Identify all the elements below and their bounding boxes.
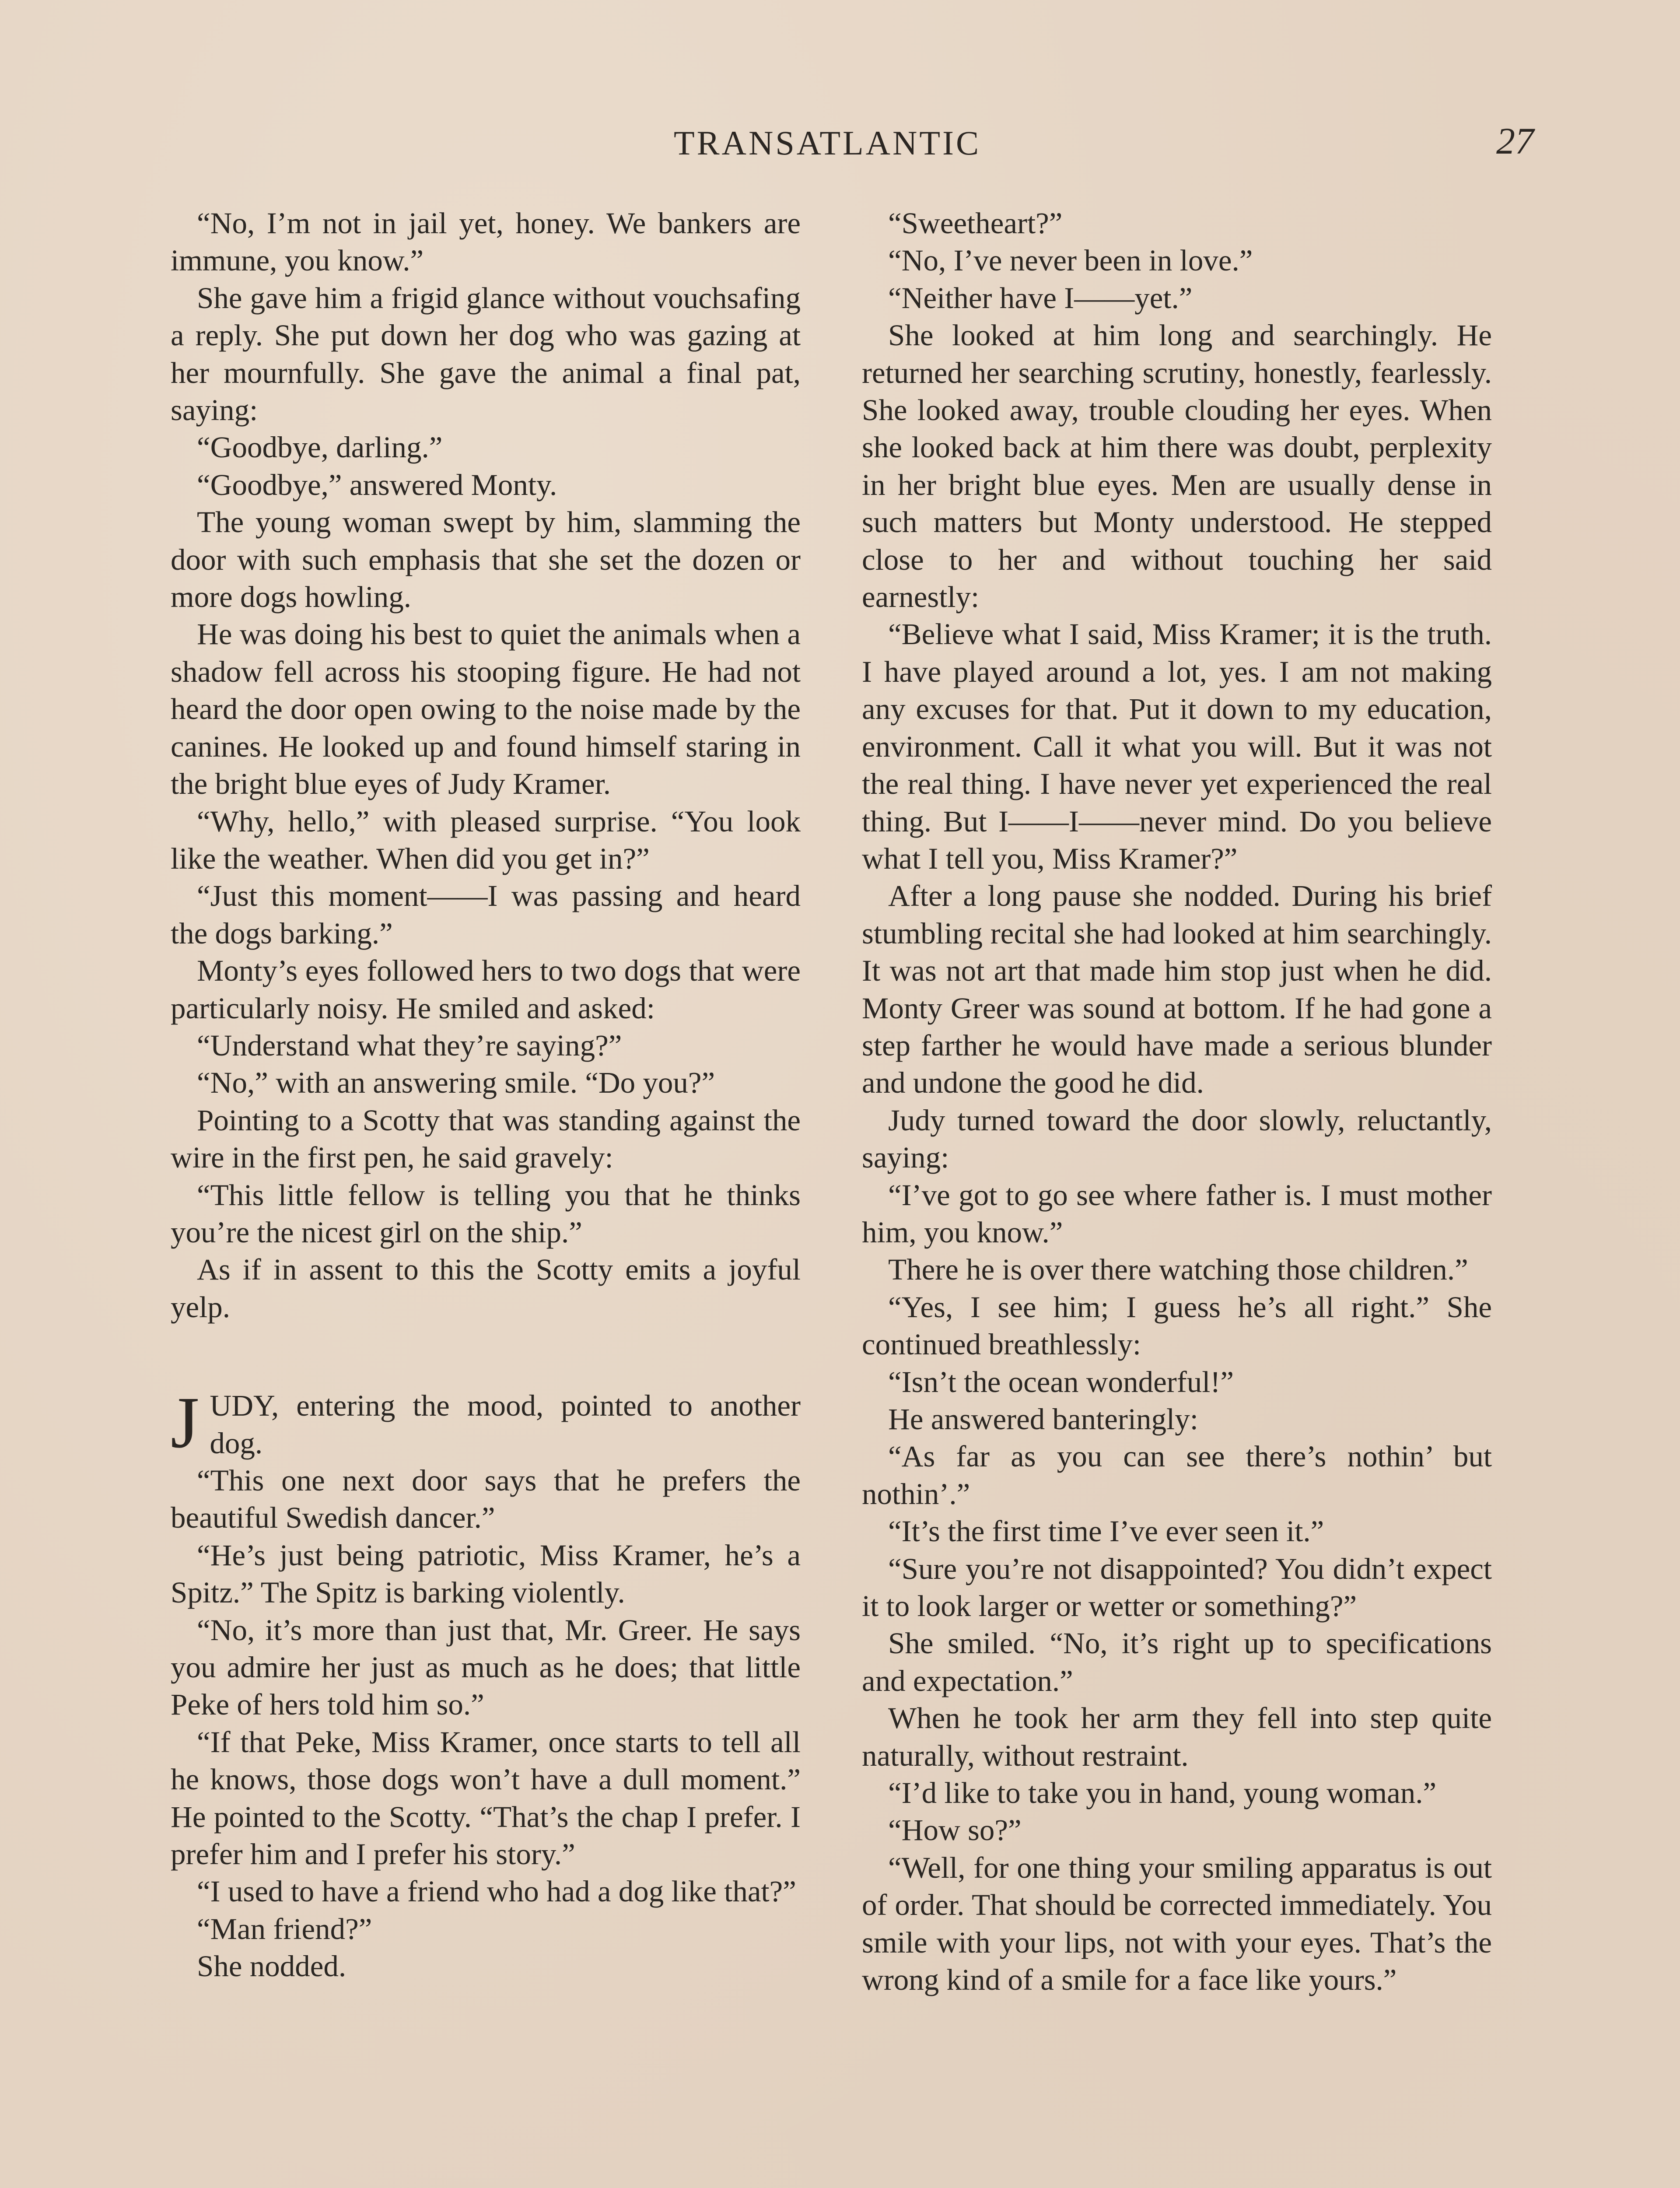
- paragraph: She looked at him long and searchingly. He returned her searching scrutiny, honestly, fearlessly. She looked away, trouble clouding her eyes. When she looked back at him there was doubt, perplexity in her bright blue eyes. Men are usually dense in such matters but Monty understood. He stepped close to her and without touching her said earnestly:: [862, 319, 1492, 614]
- paragraph: “This one next door says that he prefers the beautiful Swedish dancer.”: [171, 1464, 801, 1535]
- paragraph: Pointing to a Scotty that was standing against the wire in the first pen, he said gravely:: [171, 1103, 801, 1175]
- paragraph: The young woman swept by him, slamming the door with such emphasis that she set the dozen or more dogs howling.: [171, 505, 801, 614]
- page-number: 27: [1496, 120, 1534, 162]
- paragraph: When he took her arm they fell into step quite naturally, without restraint.: [862, 1701, 1492, 1772]
- paragraph: “Man friend?”: [197, 1912, 372, 1946]
- paragraph: “Goodbye,” answered Monty.: [197, 468, 557, 501]
- paragraph: “As far as you can see there’s nothin’ but nothin’.”: [862, 1440, 1492, 1511]
- paragraph: “Yes, I see him; I guess he’s all right.” She continued breathlessly:: [862, 1290, 1492, 1361]
- paragraph: “Why, hello,” with pleased surprise. “You look like the weather. When did you get in?”: [171, 804, 801, 875]
- paragraph: She smiled. “No, it’s right up to specifications and expectation.”: [862, 1627, 1492, 1697]
- paragraph: “Isn’t the ocean wonderful!”: [888, 1365, 1234, 1399]
- paragraph: “No, I’ve never been in love.”: [888, 244, 1253, 277]
- paragraph: “Believe what I said, Miss Kramer; it is the truth. I have played around a lot, yes. I am not making any excuses for that. Put it down to my education, environment. Call it what you will. But it was not the real thing. I have never yet experienced the real thing. But I——I——never mind. Do you believe what I tell you, Miss Kramer?”: [862, 617, 1492, 875]
- paragraph: She nodded.: [197, 1950, 346, 1983]
- paragraph: She gave him a frigid glance without vouchsafing a reply. She put down her dog who was gazing at her mournfully. She gave the animal a final pat, saying:: [171, 281, 801, 427]
- paragraph: He answered banteringly:: [888, 1403, 1198, 1436]
- paragraph: “I’d like to take you in hand, young woman.”: [888, 1776, 1437, 1810]
- paragraph: “I’ve got to go see where father is. I must mother him, you know.”: [862, 1178, 1492, 1249]
- paragraph: “How so?”: [888, 1813, 1022, 1847]
- paragraph: As if in assent to this the Scotty emits a joyful yelp.: [171, 1253, 801, 1324]
- section-opening-paragraph: [171, 1382, 801, 1464]
- drop-cap-paragraph-text: UDY, entering the mood, pointed to another dog.: [210, 1389, 801, 1460]
- paragraph: “Just this moment——I was passing and heard the dogs barking.”: [171, 879, 801, 950]
- running-head: [0, 115, 1680, 167]
- paragraph: “No, it’s more than just that, Mr. Greer. He says you admire her just as much as he does; that little Peke of hers told him so.”: [171, 1613, 801, 1722]
- paragraph: “No,” with an answering smile. “Do you?”: [197, 1066, 715, 1100]
- section-break: [171, 1326, 801, 1387]
- right-column: [862, 205, 1492, 1999]
- left-column: [171, 205, 801, 1985]
- paragraph: There he is over there watching those children.”: [888, 1253, 1468, 1287]
- paragraph: Judy turned toward the door slowly, reluctantly, saying:: [862, 1103, 1492, 1175]
- paragraph: He was doing his best to quiet the animals when a shadow fell across his stooping figure. He had not heard the door open owing to the noise made by the canines. He looked up and found himself staring in the bright blue eyes of Judy Kramer.: [171, 617, 801, 801]
- paragraph: “It’s the first time I’ve ever seen it.”: [888, 1515, 1324, 1548]
- paragraph: “Goodbye, darling.”: [197, 431, 443, 464]
- paragraph: After a long pause she nodded. During his brief stumbling recital she had looked at him searchingly. It was not art that made him stop just when he did. Monty Greer was sound at bottom. If he had gone a step farther he would have made a serious blunder and undone the good he did.: [862, 879, 1492, 1100]
- paragraph: “Understand what they’re saying?”: [197, 1028, 622, 1062]
- running-title: TRANSATLANTIC: [674, 124, 981, 162]
- drop-cap: J: [171, 1382, 200, 1464]
- paragraph: “Sure you’re not disappointed? You didn’t expect it to look larger or wetter or something?”: [862, 1552, 1492, 1623]
- paragraph: “Well, for one thing your smiling apparatus is out of order. That should be corrected immediately. You smile with your lips, not with your eyes. That’s the wrong kind of a smile for a face like yours.”: [862, 1851, 1492, 1997]
- paragraph: “No, I’m not in jail yet, honey. We bankers are immune, you know.”: [171, 207, 801, 277]
- paragraph: “Neither have I——yet.”: [888, 281, 1193, 315]
- paragraph: “If that Peke, Miss Kramer, once starts to tell all he knows, those dogs won’t have a dull moment.” He pointed to the Scotty. “That’s the chap I prefer. I prefer him and I prefer his story.”: [171, 1725, 801, 1871]
- paragraph: “This little fellow is telling you that he thinks you’re the nicest girl on the ship.”: [171, 1178, 801, 1249]
- paragraph: “Sweetheart?”: [888, 207, 1063, 240]
- paragraph: “He’s just being patriotic, Miss Kramer, he’s a Spitz.” The Spitz is barking violently.: [171, 1538, 801, 1609]
- paragraph: “I used to have a friend who had a dog like that?”: [197, 1875, 796, 1908]
- paragraph: Monty’s eyes followed hers to two dogs that were particularly noisy. He smiled and asked:: [171, 954, 801, 1025]
